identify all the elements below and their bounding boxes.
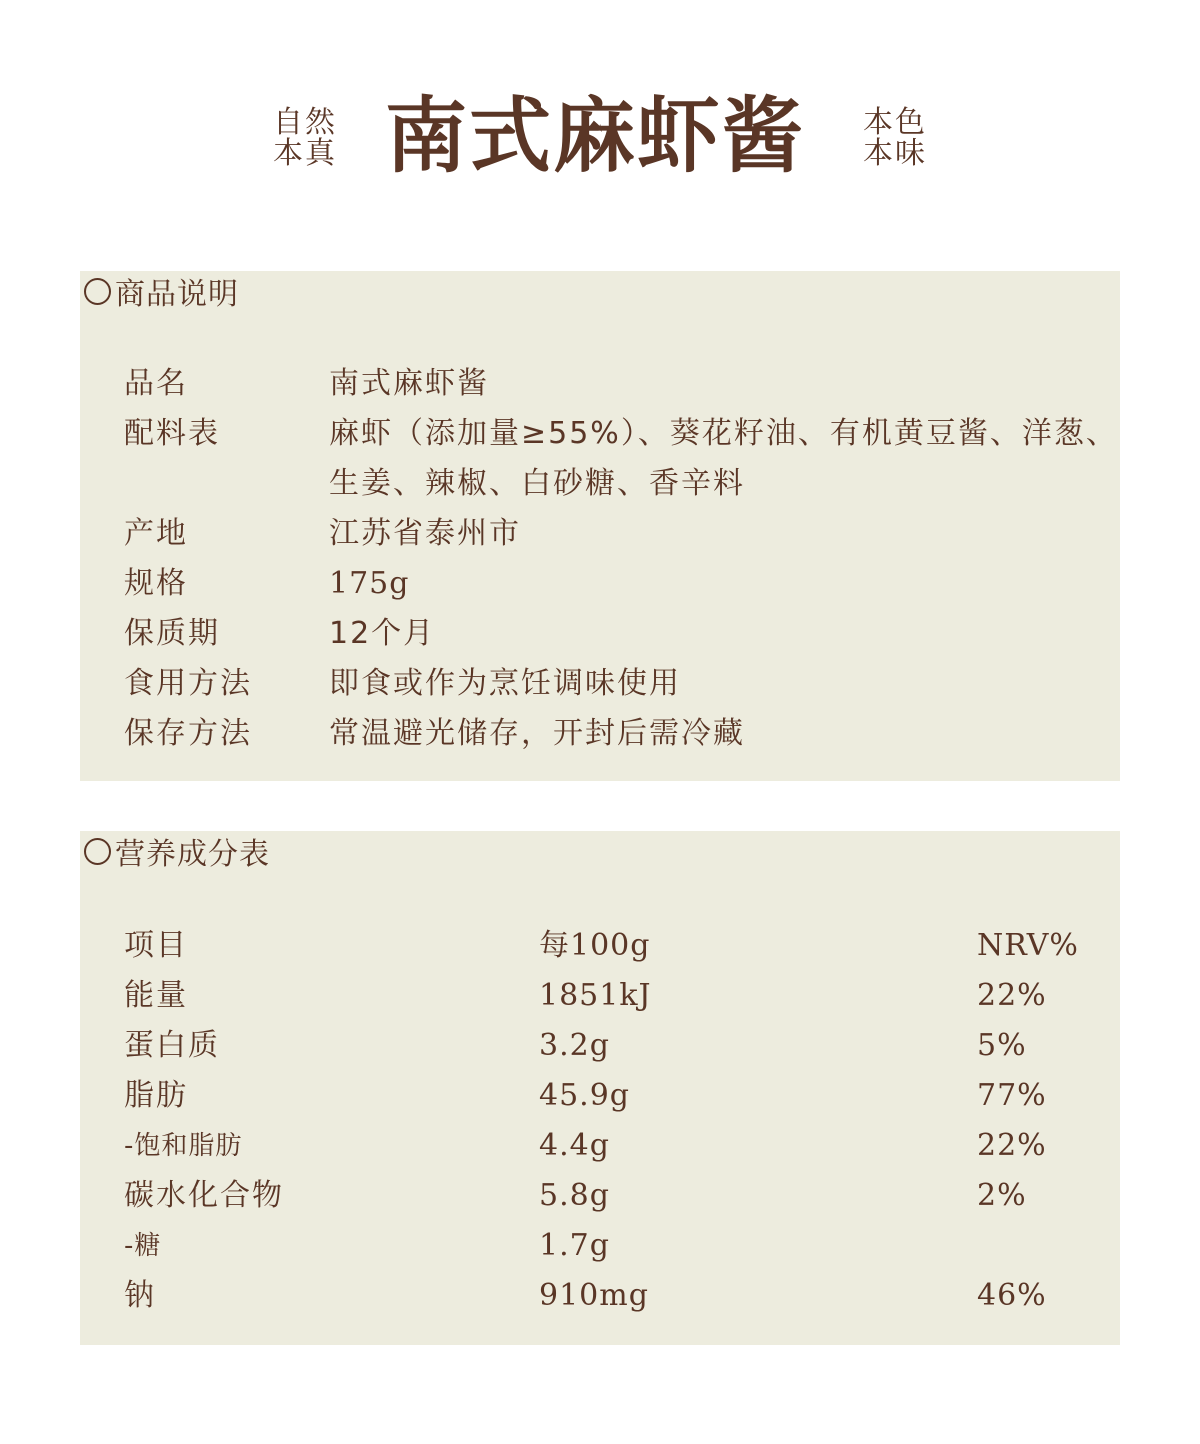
- info-label: 规格: [124, 566, 188, 601]
- nutrient-name: 碳水化合物: [124, 1178, 284, 1213]
- nutrient-amount: 1851kJ: [539, 978, 652, 1013]
- info-value: 175g: [329, 566, 410, 601]
- info-value: 即食或作为烹饪调味使用: [329, 666, 681, 701]
- nutrient-nrv: 22%: [977, 1128, 1047, 1163]
- info-value: 常温避光储存，开封后需冷藏: [329, 716, 745, 751]
- nutrient-amount: 5.8g: [539, 1178, 610, 1213]
- info-value: 12个月: [329, 616, 436, 651]
- nutrient-nrv: 5%: [977, 1028, 1027, 1063]
- nutrition-row-saturated-fat: [124, 1121, 1114, 1171]
- tagline-right-line1: 本色: [863, 105, 927, 140]
- nutrition-heading: [84, 833, 270, 872]
- nutrition-col-nrv: NRV%: [977, 928, 1079, 963]
- nutrient-amount: 3.2g: [539, 1028, 610, 1063]
- nutrition-heading-text: 营养成分表: [115, 837, 270, 872]
- info-label: 配料表: [124, 416, 220, 451]
- nutrient-name: 钠: [124, 1278, 156, 1313]
- nutrition-row-fat: [124, 1071, 1114, 1121]
- tagline-left-line2: 本真: [273, 136, 337, 171]
- nutrient-nrv: 2%: [977, 1178, 1027, 1213]
- tagline-left-line1: 自然: [273, 105, 337, 140]
- info-value: 江苏省泰州市: [329, 516, 521, 551]
- header: [0, 0, 1200, 240]
- nutrition-row-protein: [124, 1021, 1114, 1071]
- product-info-heading: [84, 273, 239, 312]
- info-label: 保存方法: [124, 716, 252, 751]
- nutrition-row-energy: [124, 971, 1114, 1021]
- info-value: 南式麻虾酱: [329, 366, 489, 401]
- nutrient-amount: 910mg: [539, 1278, 649, 1313]
- circle-bullet-icon: [84, 278, 111, 305]
- nutrition-row-sodium: [124, 1271, 1114, 1321]
- circle-bullet-icon: [84, 838, 111, 865]
- nutrition-col-per100g: 每100g: [539, 928, 651, 963]
- nutrition-header-row: [124, 921, 1114, 971]
- nutrition-panel: [80, 831, 1120, 1345]
- nutrient-nrv: 46%: [977, 1278, 1047, 1313]
- tagline-right-line2: 本味: [863, 136, 927, 171]
- nutrition-row-carbohydrate: [124, 1171, 1114, 1221]
- info-label: 食用方法: [124, 666, 252, 701]
- nutrient-name: 蛋白质: [124, 1028, 220, 1063]
- nutrition-col-item: 项目: [124, 928, 188, 963]
- tagline-right: [863, 107, 927, 169]
- nutrient-amount: 4.4g: [539, 1128, 610, 1163]
- nutrient-name: 脂肪: [124, 1078, 188, 1113]
- tagline-left: [273, 107, 337, 169]
- nutrient-amount: 45.9g: [539, 1078, 631, 1113]
- nutrient-nrv: 22%: [977, 978, 1047, 1013]
- nutrient-name: 能量: [124, 978, 188, 1013]
- product-info-heading-text: 商品说明: [115, 277, 239, 312]
- nutrient-name: -饱和脂肪: [124, 1131, 243, 1161]
- nutrient-name: -糖: [124, 1231, 162, 1261]
- nutrition-row-sugar: [124, 1221, 1114, 1271]
- nutrient-nrv: 77%: [977, 1078, 1047, 1113]
- product-info-panel: [80, 271, 1120, 781]
- info-label: 产地: [124, 516, 188, 551]
- info-value: 麻虾（添加量≥55%）、葵花籽油、有机黄豆酱、洋葱、生姜、辣椒、白砂糖、香辛料: [329, 416, 1118, 501]
- product-title: 南式麻虾酱: [385, 88, 806, 184]
- info-label: 品名: [124, 366, 188, 401]
- info-label: 保质期: [124, 616, 220, 651]
- nutrient-amount: 1.7g: [539, 1228, 610, 1263]
